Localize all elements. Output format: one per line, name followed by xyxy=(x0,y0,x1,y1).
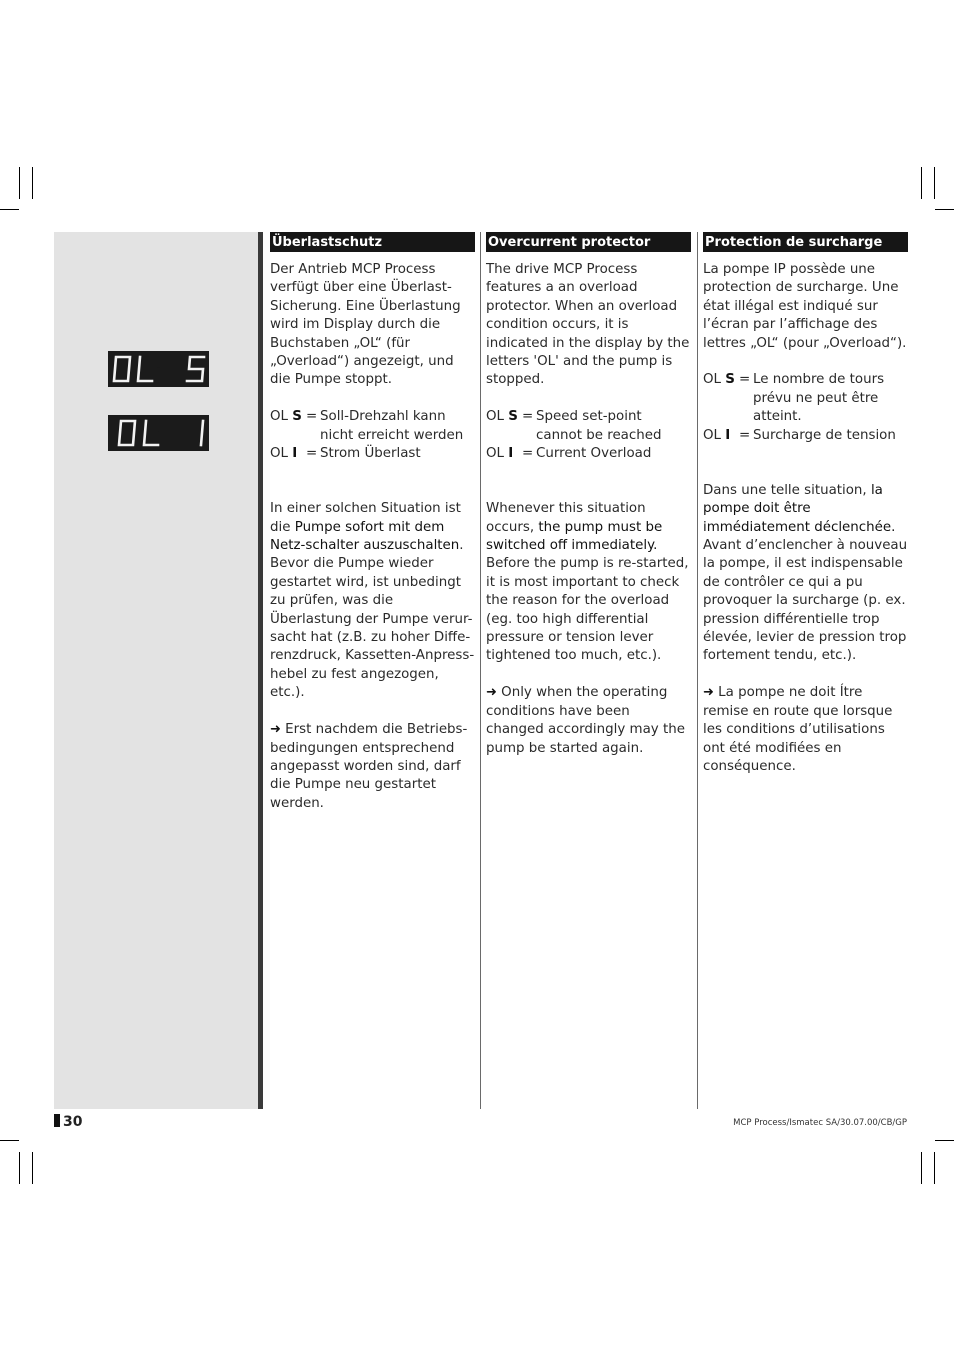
situation-emphasis: Pumpe sofort mit dem Netz-schalter auszuschalten xyxy=(270,519,460,554)
footer-reference: MCP Process/Ismatec SA/30.07.00/CB/GP xyxy=(733,1118,907,1128)
arrow-right-icon: ➜ xyxy=(486,685,497,701)
code-equals: = xyxy=(522,409,534,425)
section-heading: Protection de surcharge xyxy=(703,232,908,252)
note-text: La pompe ne doit Ítre remise en route que lorsque les conditions d’utilisations ont été modifiées en conséquence. xyxy=(703,685,893,774)
code-row xyxy=(703,427,908,445)
crop-mark xyxy=(0,209,19,210)
situation-paragraph xyxy=(486,500,691,666)
code-letter: S xyxy=(292,409,302,425)
code-row xyxy=(486,445,691,463)
code-row xyxy=(270,408,475,445)
situation-lead: In einer solchen Situation ist die xyxy=(270,501,461,535)
code-equals: = xyxy=(739,427,751,443)
situation-paragraph xyxy=(703,482,908,666)
section-heading: Overcurrent protector xyxy=(486,232,691,252)
code-equals: = xyxy=(306,409,318,425)
situation-rest: . Bevor die Pumpe wieder gestartet wird, ist unbedingt zu prüfen, was die Überlastung der Pumpe verur-sacht hat (z.B. zu hoher Diffe-renzdruck, Kassetten-Anpress-hebel zu fest angezogen, etc.). xyxy=(270,538,475,701)
note-text: Erst nachdem die Betriebs-bedingungen entsprechend angepasst worden sind, darf die Pumpe neu gestartet werden. xyxy=(270,722,468,811)
situation-rest: Avant d’enclencher à nouveau la pompe, il est indispensable de contrôler ce qui a pu provoquer la surcharge (p. ex. pression différentielle trop élevée, levier de pression trop fortement tendu, etc.). xyxy=(703,538,908,664)
crop-mark xyxy=(32,167,33,199)
code-letter: S xyxy=(725,372,735,388)
code-prefix: OL xyxy=(270,446,289,462)
code-row xyxy=(270,445,475,463)
situation-lead: Whenever this situation occurs, xyxy=(486,501,646,535)
crop-mark xyxy=(935,1140,954,1141)
arrow-right-icon: ➜ xyxy=(703,685,714,701)
code-prefix: OL xyxy=(486,446,505,462)
restart-note xyxy=(703,684,908,776)
code-letter: I xyxy=(725,427,731,443)
code-description: Soll-Drehzahl kann nicht erreicht werden xyxy=(320,409,464,443)
code-equals: = xyxy=(739,372,751,388)
code-letter: S xyxy=(508,409,518,425)
page-number-text: 30 xyxy=(63,1114,83,1130)
situation-lead: Dans une telle situation, xyxy=(703,482,867,498)
lcd-display-ol-i xyxy=(108,415,209,451)
column-divider xyxy=(480,232,481,1109)
code-row xyxy=(703,371,908,426)
restart-note xyxy=(486,684,691,758)
intro-paragraph: The drive MCP Process features a an overload protector. When an overload condition occurs, it is indicated in the display by the letters 'OL' and the pump is stopped. xyxy=(486,262,690,388)
code-description: Current Overload xyxy=(536,446,652,462)
situation-emphasis: the pump must be switched off immediately. xyxy=(486,519,663,554)
code-prefix: OL xyxy=(486,409,505,425)
crop-mark xyxy=(32,1152,33,1184)
lcd-display-ol-s xyxy=(108,351,209,387)
column-divider xyxy=(697,232,698,1109)
crop-mark xyxy=(921,167,922,199)
crop-mark xyxy=(0,1140,19,1141)
note-text: Only when the operating conditions have been changed accordingly may the pump be started again. xyxy=(486,685,685,756)
lcd-code-text: OL I xyxy=(157,432,160,433)
code-equals: = xyxy=(306,446,318,462)
sidebar-divider xyxy=(258,232,263,1109)
situation-emphasis: la pompe doit être immédiatement déclenchée. xyxy=(703,482,896,535)
arrow-right-icon: ➜ xyxy=(270,722,281,738)
crop-mark xyxy=(934,167,935,199)
code-description: Le nombre de tours prévu ne peut être atteint. xyxy=(753,372,885,425)
code-description: Strom Überlast xyxy=(320,446,421,462)
column-french xyxy=(703,232,908,776)
page-number xyxy=(54,1114,82,1130)
code-prefix: OL xyxy=(270,409,289,425)
code-description: Speed set-point cannot be reached xyxy=(536,409,662,443)
crop-mark xyxy=(921,1152,922,1184)
crop-mark xyxy=(935,209,954,210)
crop-mark xyxy=(934,1152,935,1184)
code-letter: I xyxy=(292,446,298,462)
crop-mark xyxy=(19,1152,20,1184)
situation-rest: Before the pump is re-started, it is most important to check the reason for the overload (eg. too high differential pressure or tension lever tightened too much, etc.). xyxy=(486,556,689,664)
column-german xyxy=(270,232,475,813)
page-marker-icon xyxy=(54,1114,60,1127)
code-prefix: OL xyxy=(703,427,722,443)
intro-paragraph: Der Antrieb MCP Process verfügt über eine Überlast-Sicherung. Eine Überlastung wird im Display durch die Buchstaben „OL“ (für „Overload“) angezeigt, und die Pumpe stoppt. xyxy=(270,262,461,388)
section-heading: Überlastschutz xyxy=(270,232,475,252)
situation-paragraph xyxy=(270,500,475,702)
code-row xyxy=(486,408,691,445)
crop-mark xyxy=(19,167,20,199)
lcd-code-text: OL S xyxy=(157,368,160,369)
code-prefix: OL xyxy=(703,372,722,388)
column-english xyxy=(486,232,691,758)
restart-note xyxy=(270,721,475,813)
code-description: Surcharge de tension xyxy=(753,427,896,443)
intro-paragraph: La pompe IP possède une protection de surcharge. Une état illégal est indiqué sur l’écran par l’affichage des lettres „OL“ (pour „Overload“). xyxy=(703,262,907,351)
code-equals: = xyxy=(522,446,534,462)
code-letter: I xyxy=(508,446,514,462)
